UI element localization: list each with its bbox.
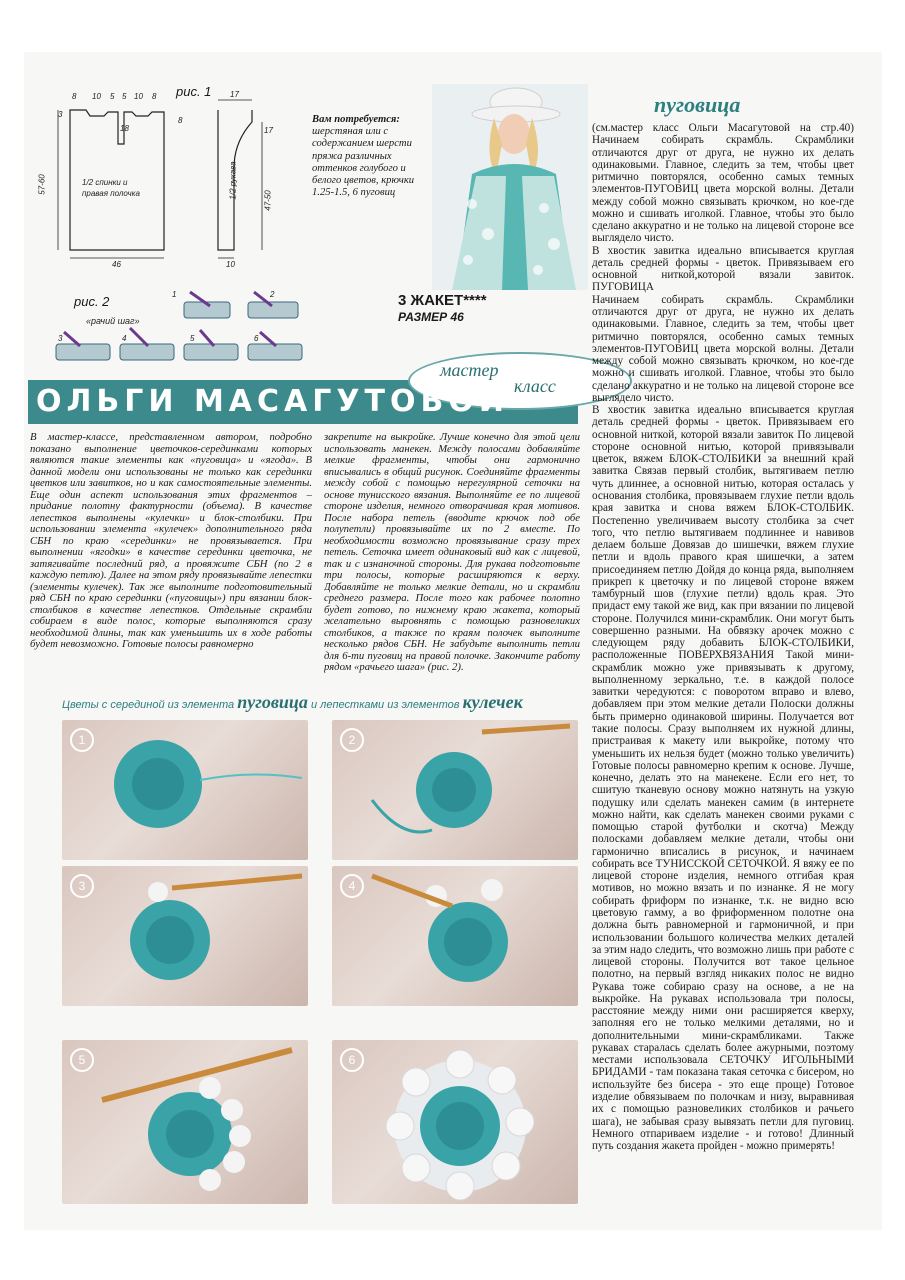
materials-block bbox=[312, 114, 424, 199]
materials-text: шерстяная или с содержанием шерсти пряжа различных оттенков голубого и белого цветов, крючки 1.25-1.5, 6 пуговиц bbox=[312, 126, 415, 199]
author-name: ОЛЬГИ МАСАГУТОВОЙ bbox=[36, 384, 509, 419]
dim-top-3: 5 bbox=[110, 92, 115, 101]
back-label-1: 1/2 спинки и bbox=[82, 178, 128, 187]
photo-number-6: 6 bbox=[340, 1048, 364, 1072]
fig2-label: рис. 2 bbox=[74, 294, 110, 309]
dim-top-5: 10 bbox=[134, 92, 143, 101]
step-num-4: 4 bbox=[122, 334, 127, 343]
dim-top-2: 10 bbox=[92, 92, 101, 101]
dim-top-4: 5 bbox=[122, 92, 127, 101]
photo-number-4: 4 bbox=[340, 874, 364, 898]
step-photo-3 bbox=[62, 866, 308, 1006]
right-paragraph-4: В хвостик завитка идеально вписывается круглая деталь средней формы - цветок. Привязываем его основной ниткой, которой вязали завиток По лицевой стороне основной нитью, которой привязывали цветок, вяжем БЛОК-СТОЛБИКИ за внешний край завитка Связав первый столбик, вытягиваем петлю чуть длиннее, а основной нитью, которая осталась у основания столбика, провязываем глухие петли вдоль края завитка и снова вяжем БЛОК-СТОЛБИК. Постепенно увеличиваем высоту столбика за счет того, что петлю вытягиваем подлиннее и навивов делаем больше Довязав до шишечки, вяжем глухие петли и вдоль правого края шишечки, а затем присоединяем петлю Дойдя до конца ряда, выполняем прикреп к цветочку и по лицевой стороне вяжем тамбурный шов (глухие петли) вдоль края. Это придаст ему такой же вид, как при вязании по лицевой стороне. Получился мини-скрамблик. Они могут быть совершенно разными. На обвязку арочек можно с следующем ряду добавить БЛОК-СТОЛБИКИ, расположенные ПОВЕРХВЯЗАНИЯ Такой мини-скрамблик можно уже привязывать к другому, выполненному зеркально, т.е. в каждой полосе завитки чередуются: с поворотом вправо и влево, добавляем при этом мелкие детали Полоски должны быть примерно одинаковой ширины. Получается вот такие полосы. Сразу выполняем их нужной длины, пристраивая к макету или выкройке, потому что уменьшить их нельзя будет (можно только увеличить) Готовые полосы равномерно крепим к основе. Лучше, конечно, делать это на манекене. Если его нет, то сшитую тканевую основу можно натянуть на узкую подушку или сделать манекен самим (в интернете можно найти, как сделать манекен своими руками с помощью старой футболки и скотча) Между полосками добавляем мелкие детали, чтобы они гармонично вписались в рисунок, и начинаем собирать все ТУНИССКОЙ СЕТОЧКОЙ. Я вяжу ее по лицевой стороне изделия, немного отгибая края мотивов, но можно вязать и по изнанке. Я не могу собирать фриформ по изнанке, т.к. не видно всю цветовую гамму, а во фриформенном полотне она должна быть равномерной и гармоничной, и при использовании большого количества мелких деталей за этим надо следить, что возможно лишь при работе с лицевой стороны. Получится вот такое цельное полотно, на первый взгляд никаких полос не видно Рукава тоже собираю сразу на основе, а не на выкройке. На рукавах использовала три полосы, расстояние между ними они расширяется кверху, заполняя его не только мелкими деталями, но и дополнительными мини-скрамбликами. Также рукавах старалась сделать более ажурными, поэтому местами использовала СЕТОЧКУ ИГОЛЬНЫМИ БРИДАМИ - там показана такая сеточка с бисером, но используйте без бисера - это еще проще) Готовое изделие обвязываем по полочкам и низу, выравнивая их с помощью разновеликих столбиков и рачьего шага), не забывая сразу вывязать петли для пуговиц. Немного отпариваем изделие - и готово! Длинный путь создания жакета пройден - можно примерять! bbox=[592, 404, 854, 1153]
pattern-drawing bbox=[44, 82, 304, 272]
back-label-2: правая полочка bbox=[82, 189, 140, 198]
dim-slit: 18 bbox=[120, 124, 129, 133]
step-num-3: 3 bbox=[58, 334, 63, 343]
dim-back-height: 57-60 bbox=[37, 174, 47, 195]
pattern-diagram bbox=[44, 82, 304, 272]
step-photo-4 bbox=[332, 866, 578, 1006]
photo-number-5: 5 bbox=[70, 1048, 94, 1072]
right-paragraph-3: Начинаем собирать скрамбль. Скрамблики отличаются друг от друга, не нужно их делать одинаковыми. Главное, следить за тем, чтобы цвет ритмично повторялся, особенно самых темных элементов-ПУГОВИЦ цвета морской волны. Детали между собой можно связывать крючком, но кое-где можно и сшивать иголкой. Главное, чтобы это было сделано аккуратно и не только на лицевой стороне все выглядело чисто. bbox=[592, 293, 854, 404]
step-photo-1 bbox=[62, 720, 308, 860]
step-num-6: 6 bbox=[254, 334, 259, 343]
dim-neck: 8 bbox=[178, 116, 183, 125]
intro-column-left: В мастер-классе, представленном автором, подробно показано выполнение цветочков-серединками которых являются такие элементы как «пуговица» и «ягода». В данной модели они использованы не только как серединки цветков или завитков, но и как самостоятельные элементы. Еще один аспект использования этих фрагментов – придание полотну фактурности (объема). В качестве лепестков выполнены «кулечки» и блок-столбики. При использовании элемента «кулечек» дополнительного ряда СБН по краю «серединки» не провязывается. При выполнении «ягодки» в качестве серединки цветочка, не затягивайте последний ряд, а провяжите СБН (по 2 в каждую петлю). Далее на этом ряду провязывайте лепестки (элементы кулечек). Так же выполните подготовительный ряд СБН по краю серединки («пуговицы») при вязании блок-столбиков в качестве лепестков. Отдельные скрамбли собираем в виде полос, которые выполняются сразу необходимой длины, так как уменьшить их в ходе работы будет невозможно. Готовые полосы равномерно bbox=[30, 432, 312, 650]
dim-sleeve-bottom: 10 bbox=[226, 260, 235, 269]
photo-number-1: 1 bbox=[70, 728, 94, 752]
photo-number-3: 3 bbox=[70, 874, 94, 898]
step-photo-2 bbox=[332, 720, 578, 860]
step-photo-6 bbox=[332, 1040, 578, 1204]
caption-big-2: кулечек bbox=[462, 692, 523, 712]
caption-big-1: пуговица bbox=[237, 692, 308, 712]
dim-top-1: 8 bbox=[72, 92, 77, 101]
fig1-label: рис. 1 bbox=[176, 84, 212, 99]
model-illustration bbox=[432, 84, 588, 290]
intro-column-middle: закрепите на выкройке. Лучше конечно для этой цели использовать манекен. Между полосами добавляйте мелкие фрагменты, чтобы они гармонично вписывались в общий рисунок. Соединяйте фрагменты между собой с помощью нерегулярной сеточки на основе тунисского вязания. Выполняйте ее по лицевой стороне изделия, немного отворачивая края мотивов. После набора петель (вводите крючок под обе полупетли) провязывайте их по 2 вместе. По необходимости возможно провязывание сразу трех петель. Сеточка имеет одинаковый вид как с лицевой, так и с изнаночной стороны. Для рукава подготовьте три полосы, которые расширяются к верху. Добавляйте не только мелкие детали, но и скрамбли среднего размера. После того как рабочее полотно будет готово, по нижнему краю жакета, который желательно выровнять с помощью разновеликих столбиков, а также по краям полочек выполните несколько рядов СБН. Не забудьте выполнить петли для 6-ти пуговиц на правой полочке. Закончите работу рядом «рачьего шага» (рис. 2). bbox=[324, 432, 580, 673]
caption-part-2: и лепестками из элементов bbox=[311, 699, 460, 711]
model-photo bbox=[432, 84, 588, 290]
step-num-2: 2 bbox=[270, 290, 275, 299]
master-label-1: мастер bbox=[440, 360, 499, 380]
sleeve-label: 1/2 рукава bbox=[228, 161, 238, 200]
dim-sleeve-height: 47-50 bbox=[263, 190, 273, 211]
materials-title: Вам потребуется: bbox=[312, 114, 400, 125]
dim-sleeve-cap: 17 bbox=[264, 126, 273, 135]
photo-caption bbox=[62, 692, 523, 713]
step-num-5: 5 bbox=[190, 334, 195, 343]
photo-number-2: 2 bbox=[340, 728, 364, 752]
right-column-text bbox=[592, 122, 854, 1212]
dim-top-6: 8 bbox=[152, 92, 157, 101]
dim-back-width: 46 bbox=[112, 260, 121, 269]
step-num-1: 1 bbox=[172, 290, 177, 299]
master-label-2: класс bbox=[514, 376, 556, 396]
right-paragraph-2: В хвостик завитка идеально вписывается круглая деталь средней формы - цветок. Привязываем его основной ниткой,которой вязали завиток. ПУГОВИЦА bbox=[592, 244, 854, 294]
dim-shoulder: 3 bbox=[58, 110, 63, 119]
right-column-title: пуговица bbox=[654, 92, 741, 117]
right-paragraph-1: (см.мастер класс Ольги Масагутовой на стр.40) Начинаем собирать скрамбль. Скрамблики отличаются друг от друга, не нужно их делать одинаковыми. Главное, следить за тем, чтобы цвет ритмично повторялся, особенно самых темных элементов-ПУГОВИЦ цвета морской волны. Детали между собой можно связывать крючком, но кое-где можно и сшивать иголкой. Главное, чтобы это было сделано аккуратно и не только на лицевой стороне все выглядело чисто. bbox=[592, 122, 854, 245]
step-photo-5 bbox=[62, 1040, 308, 1204]
caption-part-1: Цветы с серединой из элемента bbox=[62, 699, 235, 711]
jacket-title: 3 ЖАКЕТ**** bbox=[398, 292, 487, 309]
dim-sleeve-top: 17 bbox=[230, 90, 239, 99]
jacket-size: РАЗМЕР 46 bbox=[398, 310, 464, 324]
crab-step-label: «рачий шаг» bbox=[86, 316, 140, 326]
